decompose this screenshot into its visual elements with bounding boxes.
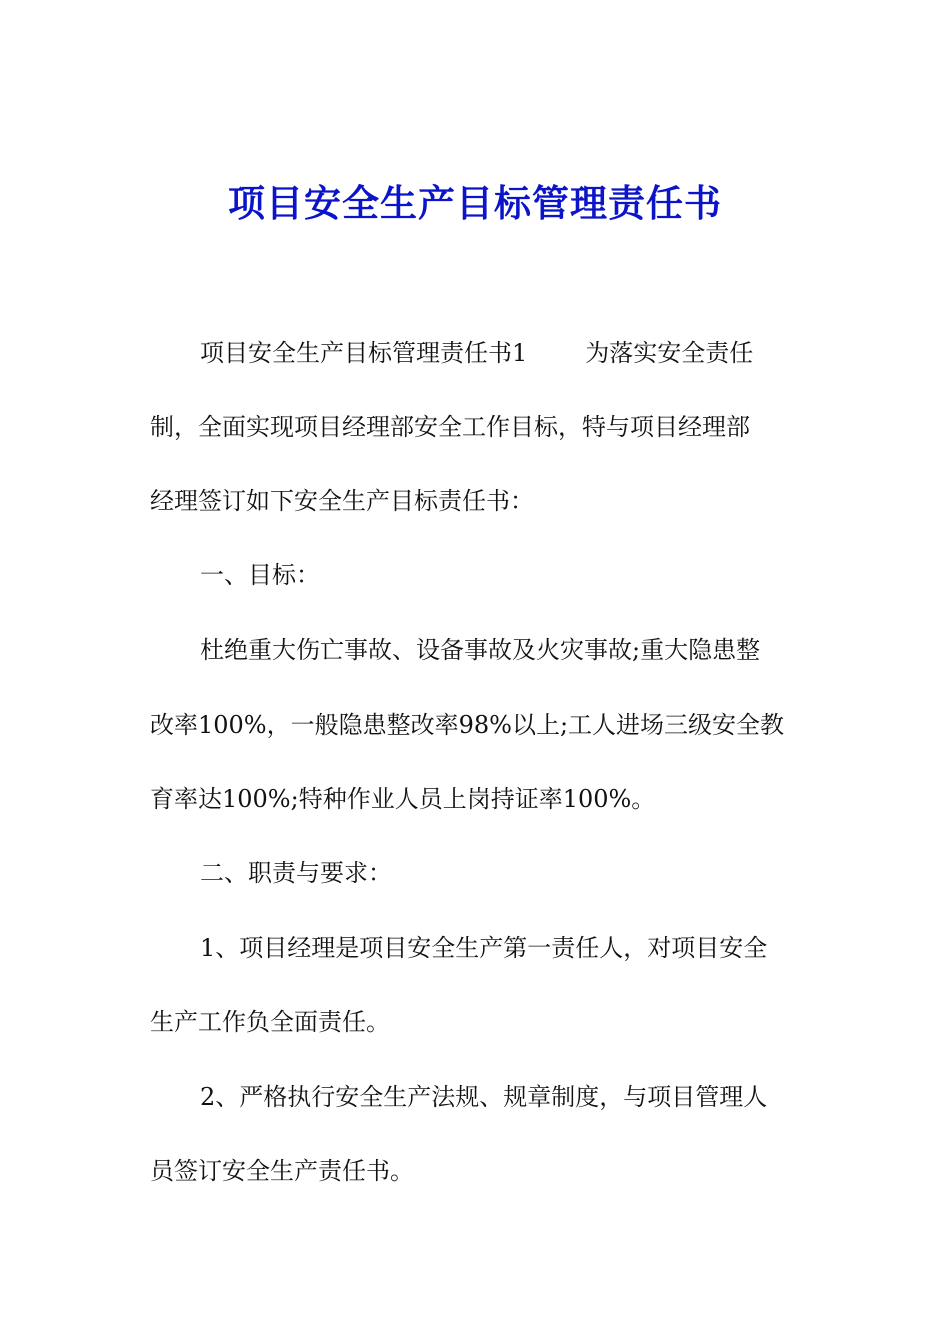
- paragraph-line-3: 经理签订如下安全生产目标责任书：: [150, 487, 534, 515]
- paragraph-line-12: 员签订安全生产责任书。: [150, 1157, 414, 1185]
- paragraph-line-11: 2、严格执行安全生产法规、规章制度，与项目管理人: [200, 1083, 768, 1111]
- document-subtitle-text: 项目安全生产目标管理责任书1: [200, 339, 528, 367]
- section-heading-duties: 二、职责与要求：: [200, 859, 392, 887]
- paragraph-line-1: [200, 337, 880, 369]
- intro-text-start: 为落实安全责任: [585, 339, 754, 367]
- paragraph-line-5: 杜绝重大伤亡事故、设备事故及火灾事故;重大隐患整: [200, 636, 761, 664]
- document-title: 项目安全生产目标管理责任书: [228, 181, 722, 225]
- paragraph-line-10: 生产工作负全面责任。: [150, 1008, 390, 1036]
- paragraph-line-7: 育率达100%;特种作业人员上岗持证率100%。: [150, 785, 656, 813]
- paragraph-line-9: 1、项目经理是项目安全生产第一责任人，对项目安全: [200, 934, 768, 962]
- paragraph-line-6: 改率100%，一般隐患整改率98%以上;工人进场三级安全教: [150, 711, 785, 739]
- paragraph-line-2: 制，全面实现项目经理部安全工作目标，特与项目经理部: [150, 413, 750, 441]
- section-heading-goals: 一、目标：: [200, 561, 320, 589]
